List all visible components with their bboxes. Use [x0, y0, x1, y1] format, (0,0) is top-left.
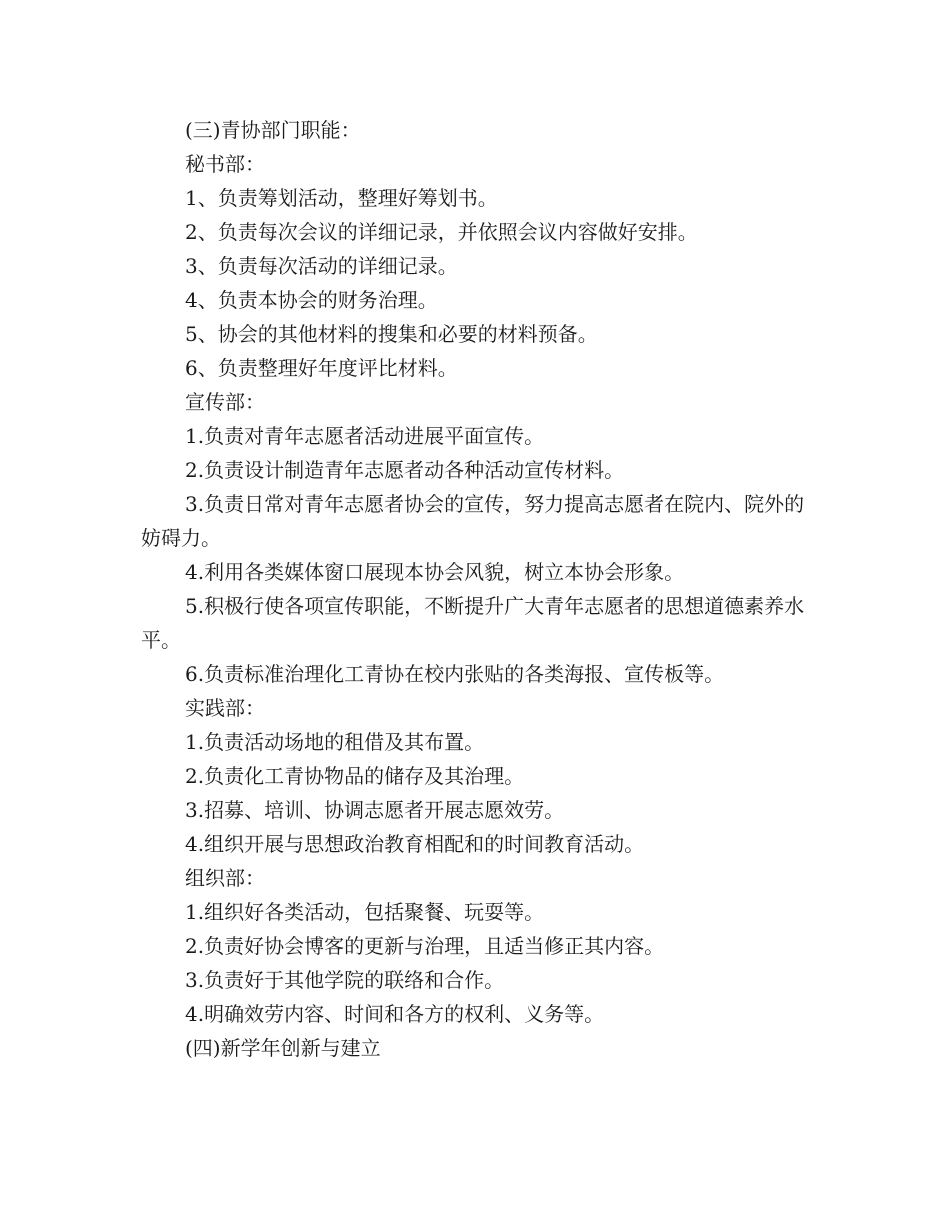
list-item: 4.明确效劳内容、时间和各方的权利、义务等。 [185, 1002, 605, 1026]
list-item: 1.负责活动场地的租借及其布置。 [185, 730, 485, 754]
list-item: 2.负责设计制造青年志愿者动各种活动宣传材料。 [185, 458, 625, 482]
list-item: 2.负责化工青协物品的储存及其治理。 [185, 764, 525, 788]
list-item: 4.利用各类媒体窗口展现本协会风貌，树立本协会形象。 [185, 560, 685, 584]
list-item: 2、负责每次会议的详细记录，并依照会议内容做好安排。 [185, 220, 698, 244]
list-item: 5、协会的其他材料的搜集和必要的材料预备。 [185, 322, 598, 346]
subheading-practice: 实践部： [185, 696, 265, 720]
section-heading-3: (三)青协部门职能： [185, 118, 361, 142]
subheading-publicity: 宣传部： [185, 390, 265, 414]
document-body [141, 113, 821, 1065]
list-item-wrapped: 3.负责日常对青年志愿者协会的宣传，努力提高志愿者在院内、院外的妨碍力。 [141, 492, 805, 550]
list-item: 1.组织好各类活动，包括聚餐、玩耍等。 [185, 900, 545, 924]
list-item: 6.负责标准治理化工青协在校内张贴的各类海报、宣传板等。 [185, 662, 725, 686]
list-item: 2.负责好协会博客的更新与治理，且适当修正其内容。 [185, 934, 665, 958]
list-item: 1.负责对青年志愿者活动进展平面宣传。 [185, 424, 545, 448]
list-item: 3.招募、培训、协调志愿者开展志愿效劳。 [185, 798, 565, 822]
section-heading-4: (四)新学年创新与建立 [185, 1036, 381, 1060]
list-item: 6、负责整理好年度评比材料。 [185, 356, 458, 380]
subheading-secretariat: 秘书部： [185, 152, 265, 176]
list-item: 1、负责筹划活动，整理好筹划书。 [185, 186, 498, 210]
list-item-wrapped: 5.积极行使各项宣传职能，不断提升广大青年志愿者的思想道德素养水平。 [141, 594, 805, 652]
subheading-organization: 组织部： [185, 866, 265, 890]
list-item: 3.负责好于其他学院的联络和合作。 [185, 968, 505, 992]
list-item: 4.组织开展与思想政治教育相配和的时间教育活动。 [185, 832, 645, 856]
list-item: 4、负责本协会的财务治理。 [185, 288, 438, 312]
list-item: 3、负责每次活动的详细记录。 [185, 254, 458, 278]
